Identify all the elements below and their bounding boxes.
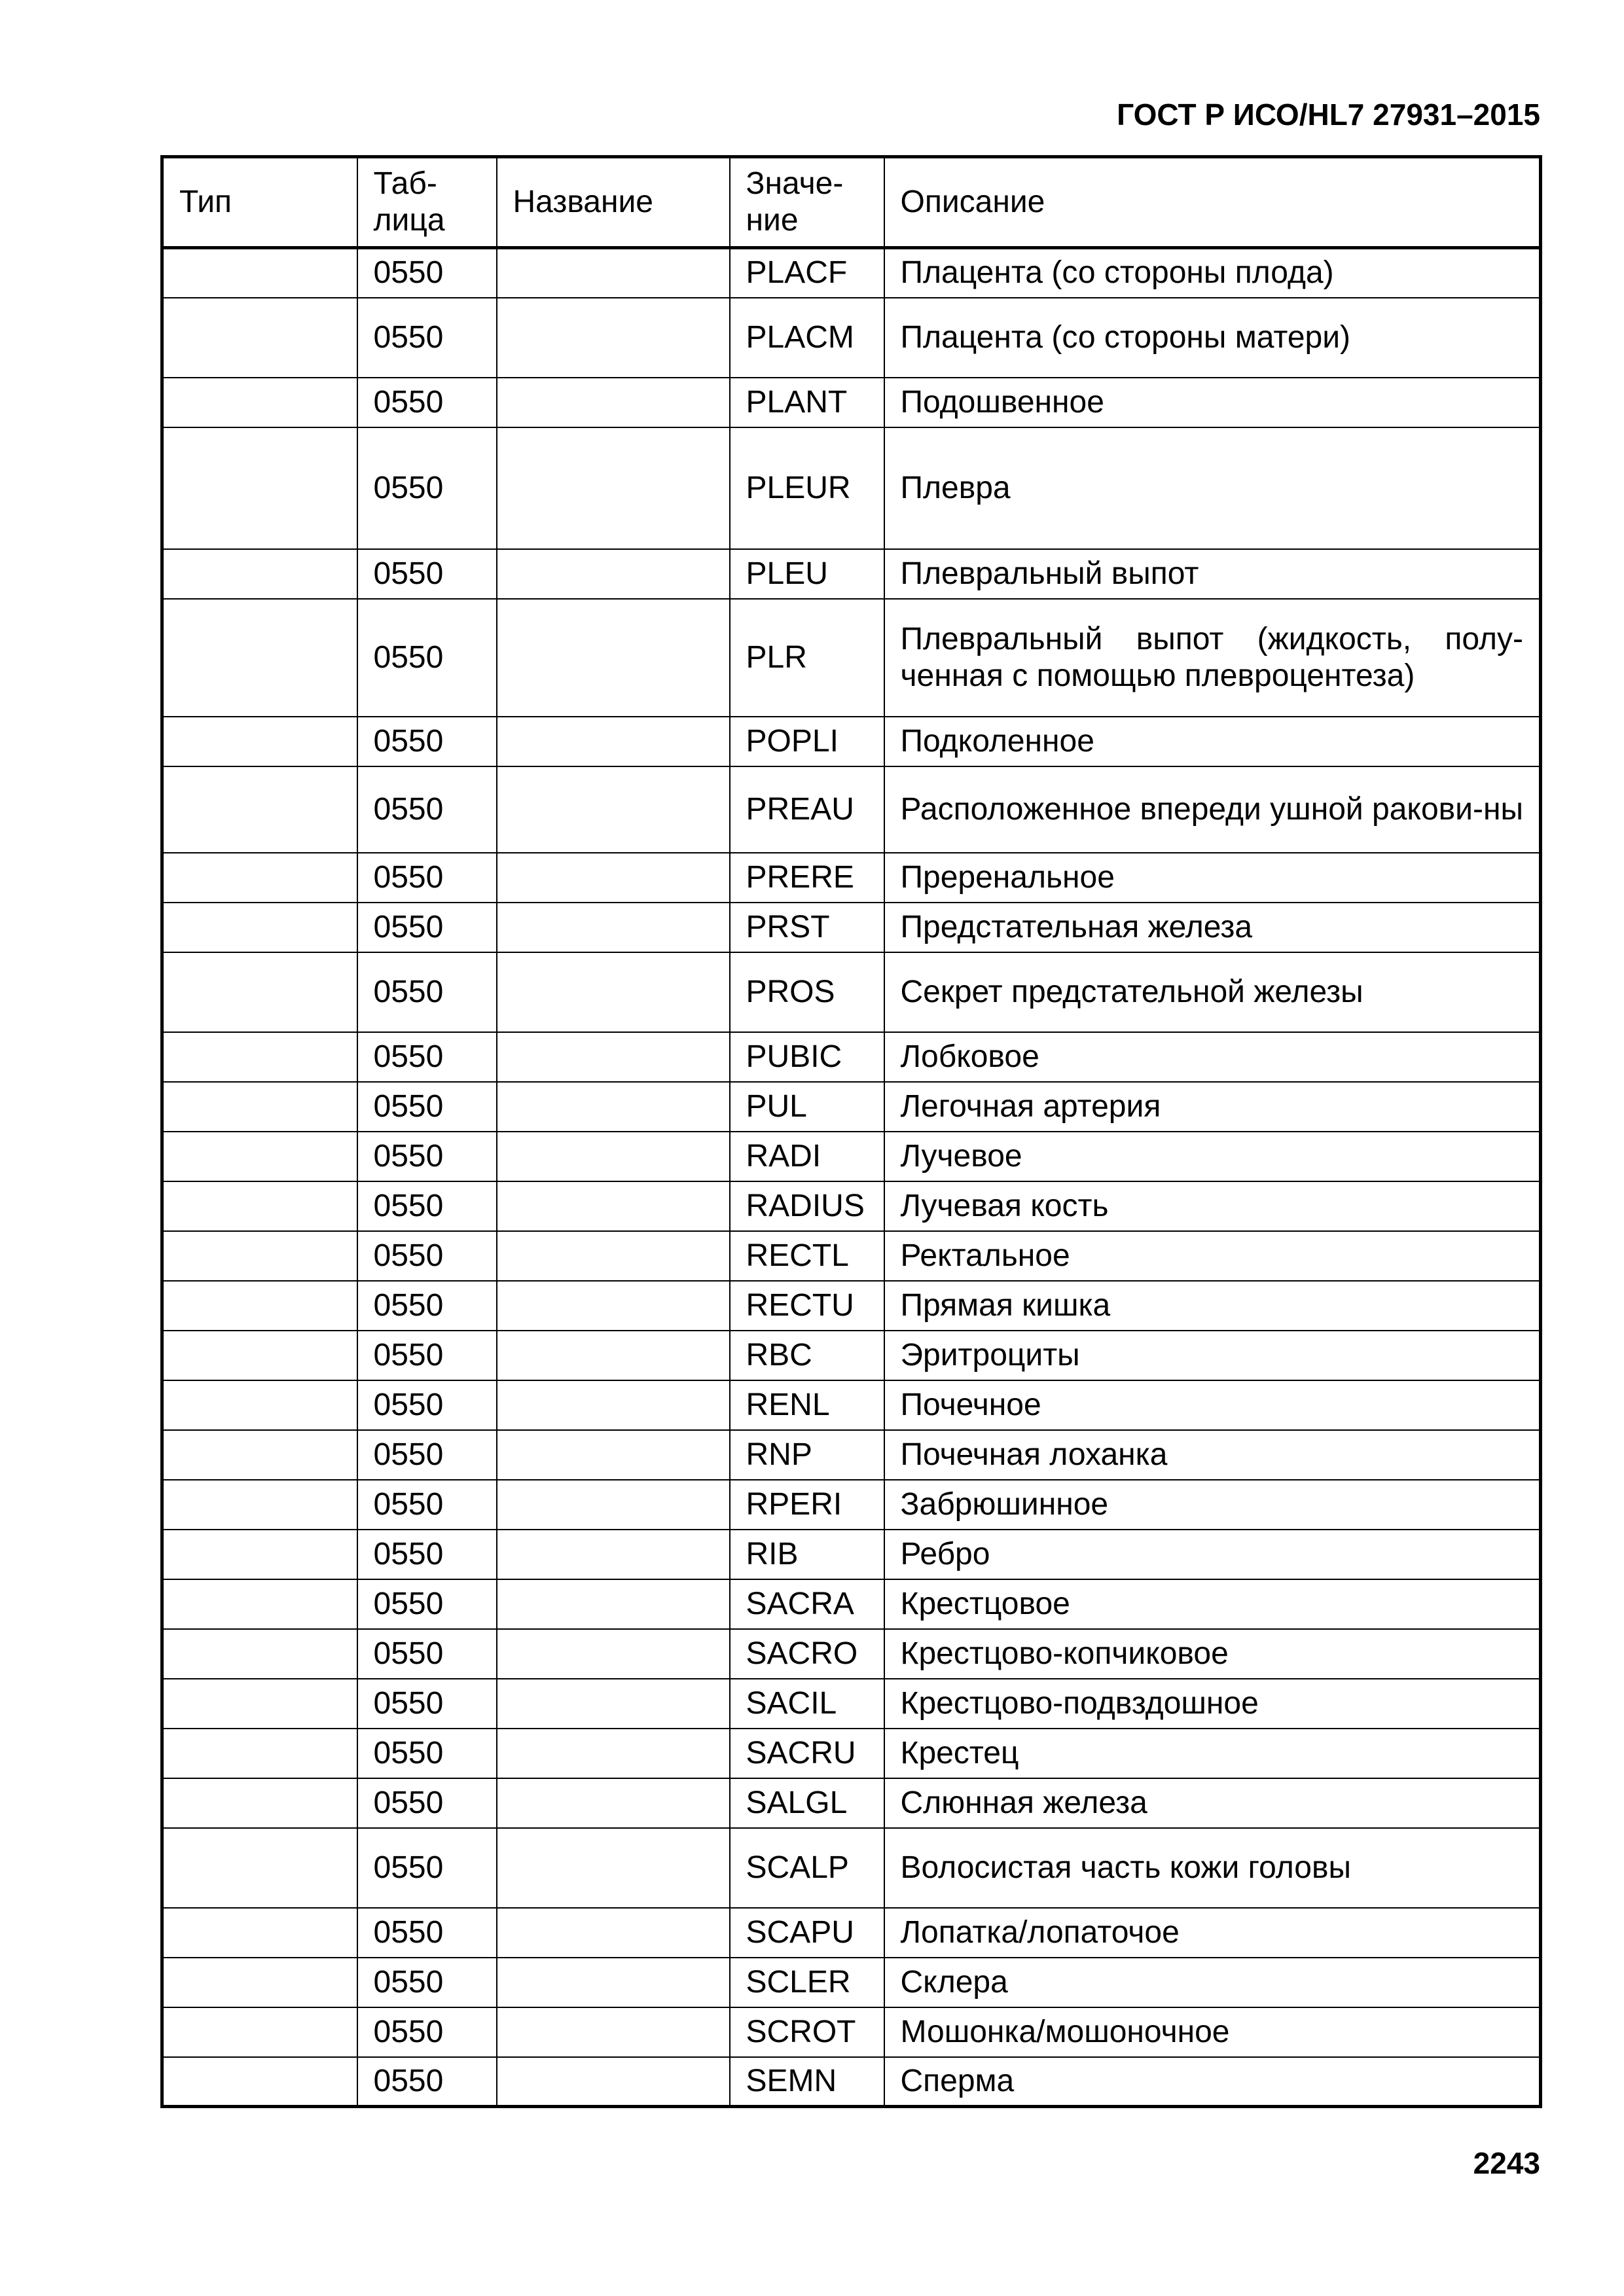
cell-type: [162, 1181, 357, 1231]
cell-value: SCAPU: [730, 1908, 884, 1958]
table-row: [162, 853, 1541, 903]
cell-value: RPERI: [730, 1480, 884, 1530]
cell-description: Забрюшинное: [884, 1480, 1541, 1530]
cell-description: Лучевая кость: [884, 1181, 1541, 1231]
cell-name: [497, 1958, 730, 2007]
cell-value: PLANT: [730, 378, 884, 427]
column-header-table: [357, 157, 497, 248]
table-row: [162, 766, 1541, 853]
document-code: ГОСТ Р ИСО/HL7 27931–2015: [1117, 98, 1540, 132]
table-row: [162, 1530, 1541, 1579]
cell-type: [162, 1231, 357, 1281]
cell-value: RBC: [730, 1331, 884, 1380]
cell-value: SACRU: [730, 1729, 884, 1778]
cell-table: 0550: [357, 549, 497, 599]
table-row: [162, 903, 1541, 952]
cell-value: PROS: [730, 952, 884, 1032]
cell-value: PUBIC: [730, 1032, 884, 1082]
cell-table: 0550: [357, 599, 497, 717]
table-row: [162, 298, 1541, 378]
cell-type: [162, 2057, 357, 2107]
table-row: [162, 952, 1541, 1032]
cell-type: [162, 1480, 357, 1530]
table-row: [162, 599, 1541, 717]
table-row: [162, 1729, 1541, 1778]
cell-description: Подколенное: [884, 717, 1541, 766]
cell-value: SCROT: [730, 2007, 884, 2057]
table-row: [162, 1032, 1541, 1082]
cell-name: [497, 1828, 730, 1908]
cell-value: PUL: [730, 1082, 884, 1132]
column-header-type: Тип: [162, 157, 357, 248]
cell-table: 0550: [357, 1530, 497, 1579]
cell-description: Мошонка/мошоночное: [884, 2007, 1541, 2057]
cell-table: 0550: [357, 853, 497, 903]
cell-type: [162, 1778, 357, 1828]
cell-table: 0550: [357, 1331, 497, 1380]
cell-table: 0550: [357, 1032, 497, 1082]
cell-type: [162, 1679, 357, 1729]
cell-table: 0550: [357, 952, 497, 1032]
cell-name: [497, 1132, 730, 1181]
table-row: [162, 717, 1541, 766]
cell-name: [497, 1281, 730, 1331]
cell-description: Плацента (со стороны плода): [884, 248, 1541, 298]
cell-name: [497, 766, 730, 853]
cell-table: 0550: [357, 1132, 497, 1181]
cell-value: SACIL: [730, 1679, 884, 1729]
cell-table: 0550: [357, 717, 497, 766]
column-header-description: Описание: [884, 157, 1541, 248]
table-row: [162, 1579, 1541, 1629]
table-row: [162, 1778, 1541, 1828]
cell-type: [162, 2007, 357, 2057]
table-row: [162, 1331, 1541, 1380]
cell-name: [497, 1231, 730, 1281]
cell-type: [162, 1729, 357, 1778]
cell-value: PLACM: [730, 298, 884, 378]
table-row: [162, 2057, 1541, 2107]
cell-table: 0550: [357, 1828, 497, 1908]
cell-description: Легочная артерия: [884, 1082, 1541, 1132]
cell-type: [162, 1132, 357, 1181]
cell-name: [497, 599, 730, 717]
cell-type: [162, 1958, 357, 2007]
cell-description: Преренальное: [884, 853, 1541, 903]
table-row: [162, 1281, 1541, 1331]
cell-name: [497, 1778, 730, 1828]
cell-description: Плевральный выпот: [884, 549, 1541, 599]
cell-name: [497, 1181, 730, 1231]
cell-description: Лопатка/лопаточое: [884, 1908, 1541, 1958]
cell-name: [497, 549, 730, 599]
cell-table: 0550: [357, 1908, 497, 1958]
cell-description: Лучевое: [884, 1132, 1541, 1181]
cell-description: Склера: [884, 1958, 1541, 2007]
cell-description: Крестцовое: [884, 1579, 1541, 1629]
cell-name: [497, 1032, 730, 1082]
cell-description: Волосистая часть кожи головы: [884, 1828, 1541, 1908]
column-header-table-line2: лица: [373, 203, 445, 238]
cell-value: PLEUR: [730, 427, 884, 549]
cell-table: 0550: [357, 1480, 497, 1530]
cell-value: PREAU: [730, 766, 884, 853]
cell-name: [497, 378, 730, 427]
cell-value: RNP: [730, 1430, 884, 1480]
cell-value: PLACF: [730, 248, 884, 298]
cell-type: [162, 599, 357, 717]
cell-name: [497, 427, 730, 549]
cell-description: Слюнная железа: [884, 1778, 1541, 1828]
cell-table: 0550: [357, 1729, 497, 1778]
cell-description: Почечное: [884, 1380, 1541, 1430]
cell-value: SEMN: [730, 2057, 884, 2107]
cell-name: [497, 1331, 730, 1380]
cell-type: [162, 549, 357, 599]
cell-type: [162, 766, 357, 853]
table-row: [162, 1958, 1541, 2007]
table-row: [162, 1181, 1541, 1231]
cell-table: 0550: [357, 1579, 497, 1629]
cell-value: PRST: [730, 903, 884, 952]
cell-name: [497, 903, 730, 952]
cell-name: [497, 952, 730, 1032]
column-header-table-line1: Таб-: [373, 166, 437, 201]
cell-name: [497, 1729, 730, 1778]
table-row: [162, 1828, 1541, 1908]
cell-description: Предстательная железа: [884, 903, 1541, 952]
cell-table: 0550: [357, 298, 497, 378]
table-row: [162, 427, 1541, 549]
cell-description: Расположенное впереди ушной ракови-ны: [884, 766, 1541, 853]
cell-value: RECTU: [730, 1281, 884, 1331]
cell-name: [497, 1629, 730, 1679]
column-header-value-line1: Значе-: [746, 166, 844, 201]
cell-description: Почечная лоханка: [884, 1430, 1541, 1480]
cell-table: 0550: [357, 766, 497, 853]
cell-type: [162, 1082, 357, 1132]
cell-type: [162, 853, 357, 903]
cell-value: RIB: [730, 1530, 884, 1579]
cell-name: [497, 853, 730, 903]
cell-value: SACRO: [730, 1629, 884, 1679]
cell-type: [162, 1281, 357, 1331]
cell-description: Крестцово-копчиковое: [884, 1629, 1541, 1679]
cell-type: [162, 952, 357, 1032]
code-table: [160, 155, 1542, 2108]
cell-value: PRERE: [730, 853, 884, 903]
table-row: [162, 1629, 1541, 1679]
cell-type: [162, 1032, 357, 1082]
column-header-name: Название: [497, 157, 730, 248]
table-row: [162, 1231, 1541, 1281]
table-header-row: [162, 157, 1541, 248]
cell-table: 0550: [357, 1629, 497, 1679]
cell-name: [497, 1082, 730, 1132]
cell-name: [497, 1380, 730, 1430]
cell-name: [497, 248, 730, 298]
table-row: [162, 1908, 1541, 1958]
cell-description: Плацента (со стороны матери): [884, 298, 1541, 378]
cell-type: [162, 1430, 357, 1480]
table-row: [162, 1132, 1541, 1181]
cell-type: [162, 248, 357, 298]
cell-type: [162, 1380, 357, 1430]
cell-description: Лобковое: [884, 1032, 1541, 1082]
cell-table: 0550: [357, 903, 497, 952]
table-row: [162, 1082, 1541, 1132]
cell-name: [497, 2057, 730, 2107]
page-number: 2243: [1473, 2146, 1540, 2180]
cell-value: PLEU: [730, 549, 884, 599]
cell-description: Подошвенное: [884, 378, 1541, 427]
cell-value: RENL: [730, 1380, 884, 1430]
cell-value: SCALP: [730, 1828, 884, 1908]
cell-value: RECTL: [730, 1231, 884, 1281]
cell-type: [162, 1629, 357, 1679]
table-row: [162, 1480, 1541, 1530]
cell-type: [162, 298, 357, 378]
cell-description: Прямая кишка: [884, 1281, 1541, 1331]
cell-table: 0550: [357, 248, 497, 298]
cell-name: [497, 1430, 730, 1480]
table-row: [162, 549, 1541, 599]
cell-table: 0550: [357, 1082, 497, 1132]
cell-name: [497, 717, 730, 766]
cell-type: [162, 427, 357, 549]
cell-value: SACRA: [730, 1579, 884, 1629]
cell-description: Плевральный выпот (жидкость, полу-ченная с помощью плевроцентеза): [884, 599, 1541, 717]
cell-value: RADIUS: [730, 1181, 884, 1231]
cell-value: POPLI: [730, 717, 884, 766]
cell-type: [162, 1828, 357, 1908]
cell-value: SALGL: [730, 1778, 884, 1828]
cell-name: [497, 298, 730, 378]
cell-name: [497, 1679, 730, 1729]
cell-table: 0550: [357, 1380, 497, 1430]
table-row: [162, 378, 1541, 427]
cell-name: [497, 2007, 730, 2057]
cell-description: Плевра: [884, 427, 1541, 549]
cell-value: PLR: [730, 599, 884, 717]
table-row: [162, 2007, 1541, 2057]
cell-table: 0550: [357, 1958, 497, 2007]
cell-description: Крестцово-подвздошное: [884, 1679, 1541, 1729]
cell-description: Эритроциты: [884, 1331, 1541, 1380]
cell-type: [162, 378, 357, 427]
table-row: [162, 1430, 1541, 1480]
table-row: [162, 1679, 1541, 1729]
cell-type: [162, 717, 357, 766]
cell-table: 0550: [357, 1778, 497, 1828]
cell-table: 0550: [357, 1181, 497, 1231]
cell-type: [162, 903, 357, 952]
cell-type: [162, 1579, 357, 1629]
column-header-value: [730, 157, 884, 248]
cell-table: 0550: [357, 1231, 497, 1281]
cell-type: [162, 1331, 357, 1380]
cell-description: Сперма: [884, 2057, 1541, 2107]
cell-value: RADI: [730, 1132, 884, 1181]
cell-table: 0550: [357, 427, 497, 549]
cell-table: 0550: [357, 2007, 497, 2057]
cell-description: Секрет предстательной железы: [884, 952, 1541, 1032]
cell-table: 0550: [357, 378, 497, 427]
cell-table: 0550: [357, 1430, 497, 1480]
cell-table: 0550: [357, 2057, 497, 2107]
cell-name: [497, 1530, 730, 1579]
cell-description: Ребро: [884, 1530, 1541, 1579]
column-header-value-line2: ние: [746, 203, 799, 238]
cell-value: SCLER: [730, 1958, 884, 2007]
cell-description: Ректальное: [884, 1231, 1541, 1281]
cell-table: 0550: [357, 1281, 497, 1331]
table-row: [162, 1380, 1541, 1430]
table-row: [162, 248, 1541, 298]
cell-type: [162, 1530, 357, 1579]
cell-name: [497, 1579, 730, 1629]
cell-description: Крестец: [884, 1729, 1541, 1778]
cell-name: [497, 1908, 730, 1958]
cell-table: 0550: [357, 1679, 497, 1729]
cell-name: [497, 1480, 730, 1530]
cell-type: [162, 1908, 357, 1958]
